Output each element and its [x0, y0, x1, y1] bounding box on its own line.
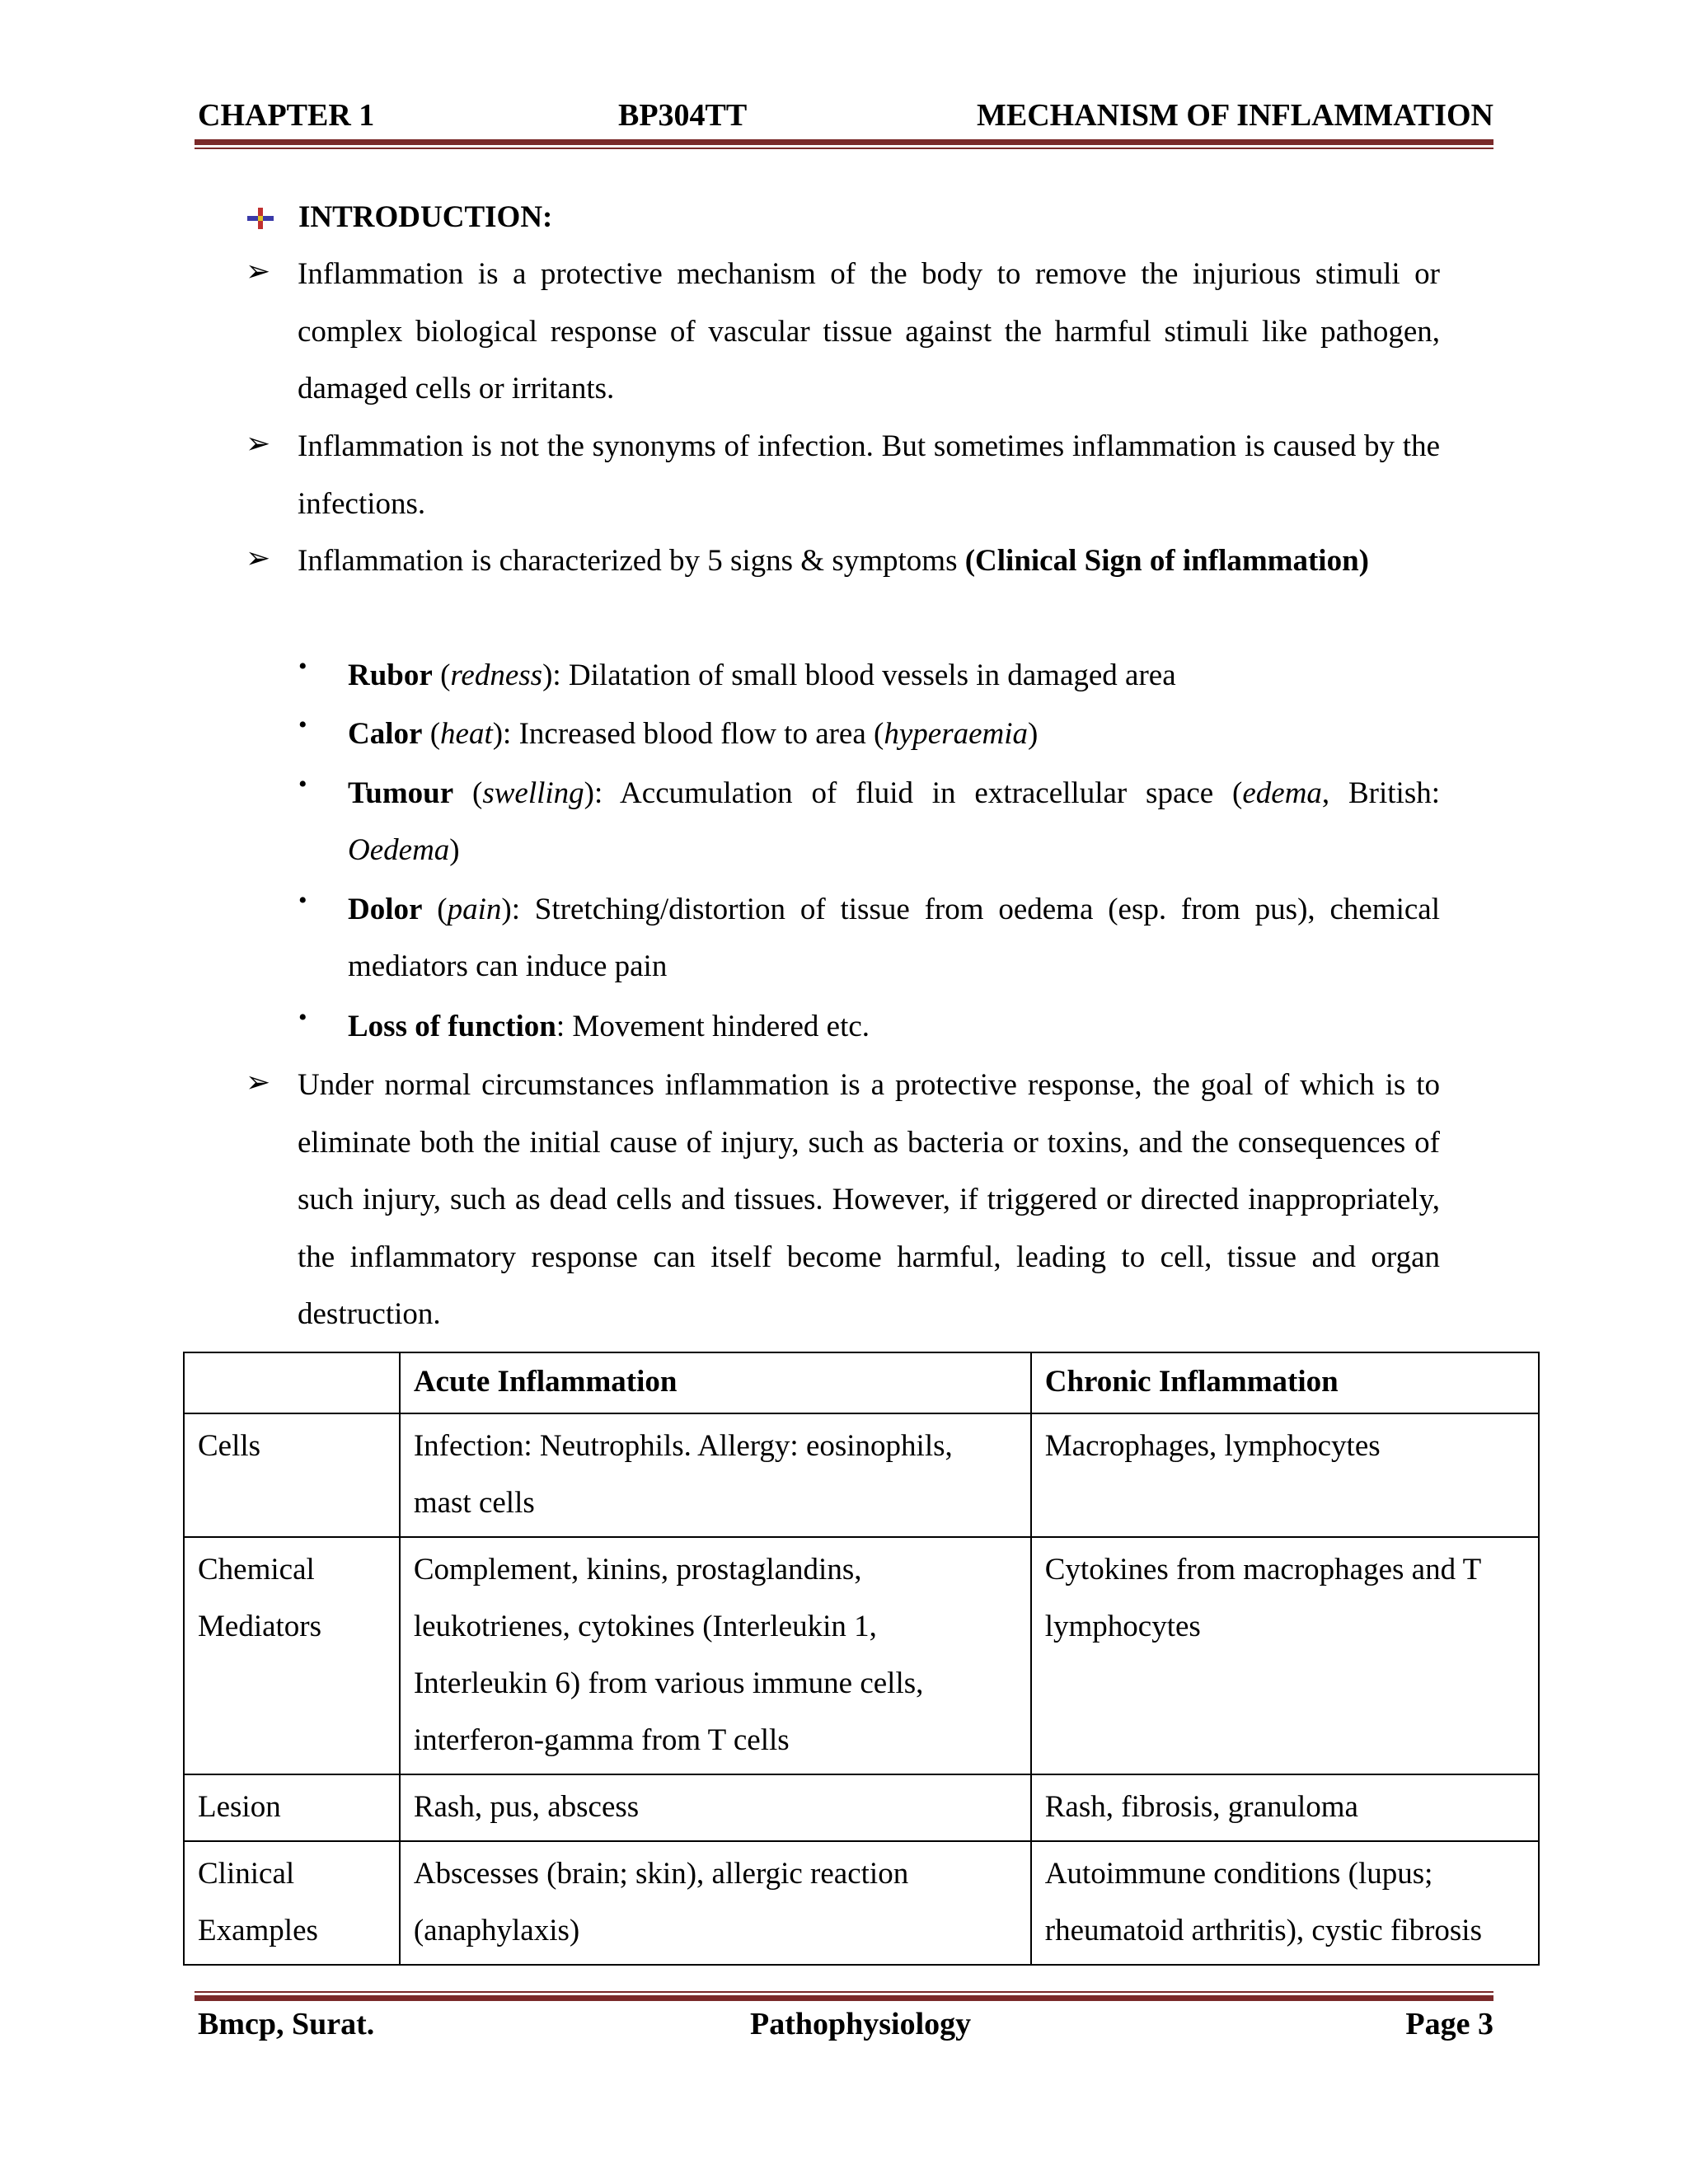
- acute-cell: Rash, pus, abscess: [400, 1774, 1031, 1841]
- arrow-bullet-icon: ➢: [246, 255, 271, 288]
- table-header-row: [184, 1352, 1539, 1413]
- table-header-cell: Acute Inflammation: [400, 1352, 1031, 1413]
- list-bullet-icon: •: [298, 653, 307, 680]
- chronic-cell: Macrophages, lymphocytes: [1031, 1413, 1539, 1537]
- chronic-cell: Cytokines from macrophages and T lymphocytes: [1031, 1537, 1539, 1774]
- heading-bullet-icon: [246, 206, 275, 231]
- arrow-bullet-icon: ➢: [246, 1066, 271, 1099]
- table-header-cell: [184, 1352, 400, 1413]
- list-bullet-icon: •: [298, 711, 307, 738]
- row-label: Clinical Examples: [184, 1841, 400, 1965]
- table-row: [184, 1413, 1539, 1537]
- header-rule: [195, 139, 1493, 149]
- intro-paragraph-4: Under normal circumstances inflammation is a protective response, the goal of which is to eliminate both the initial cause of injury, such as bacteria or toxins, and the consequences of such injury, such as dead cells and tissues. However, if triggered or directed inappropriately, the inflammatory response can itself become harmful, leading to cell, tissue and organ destruction.: [298, 1068, 1440, 1331]
- sign-calor: Calor (heat): Increased blood flow to area (hyperaemia): [348, 717, 1039, 751]
- sign-tumour: Tumour (swelling): Accumulation of fluid in extracellular space (edema, British: Oedema): [348, 776, 1440, 867]
- intro-paragraph-3: Inflammation is characterized by 5 signs & symptoms (Clinical Sign of inflammation): [298, 544, 1369, 578]
- list-bullet-icon: •: [298, 771, 307, 798]
- arrow-bullet-icon: ➢: [246, 427, 271, 460]
- intro-paragraph-1: Inflammation is a protective mechanism of the body to remove the injurious stimuli or complex biological response of vascular tissue against the harmful stimuli like pathogen, damaged cells or irritants.: [298, 257, 1440, 405]
- inflammation-comparison-table: [183, 1352, 1540, 1966]
- footer-rule: [195, 1991, 1493, 2001]
- list-bullet-icon: •: [298, 1004, 307, 1031]
- subject-label: Pathophysiology: [750, 2007, 972, 2041]
- chapter-label: CHAPTER 1: [198, 98, 375, 133]
- institution-label: Bmcp, Surat.: [198, 2007, 375, 2041]
- row-label: Chemical Mediators: [184, 1537, 400, 1774]
- table-row: [184, 1774, 1539, 1841]
- sign-dolor: Dolor (pain): Stretching/distortion of tissue from oedema (esp. from pus), chemical mediators can induce pain: [348, 893, 1440, 983]
- table-header-cell: Chronic Inflammation: [1031, 1352, 1539, 1413]
- table-row: [184, 1537, 1539, 1774]
- page-header: [198, 97, 1493, 138]
- intro-heading: INTRODUCTION:: [298, 200, 553, 234]
- table-row: [184, 1841, 1539, 1965]
- acute-cell: Abscesses (brain; skin), allergic reaction (anaphylaxis): [400, 1841, 1031, 1965]
- chronic-cell: Rash, fibrosis, granuloma: [1031, 1774, 1539, 1841]
- sign-rubor: Rubor (redness): Dilatation of small blood vessels in damaged area: [348, 658, 1176, 692]
- page-number: Page 3: [1405, 2007, 1493, 2041]
- sign-loss-of-function: Loss of function: Movement hindered etc.: [348, 1010, 870, 1043]
- page-footer: [198, 2006, 1493, 2047]
- intro-paragraph-2: Inflammation is not the synonyms of infection. But sometimes inflammation is caused by the infections.: [298, 429, 1440, 521]
- acute-cell: Infection: Neutrophils. Allergy: eosinophils, mast cells: [400, 1413, 1031, 1537]
- acute-cell: Complement, kinins, prostaglandins, leukotrienes, cytokines (Interleukin 1, Interleukin 6) from various immune cells, interferon-gamma from T cells: [400, 1537, 1031, 1774]
- list-bullet-icon: •: [298, 887, 307, 914]
- chapter-title: MECHANISM OF INFLAMMATION: [977, 98, 1493, 133]
- arrow-bullet-icon: ➢: [246, 541, 271, 574]
- chronic-cell: Autoimmune conditions (lupus; rheumatoid arthritis), cystic fibrosis: [1031, 1841, 1539, 1965]
- row-label: Lesion: [184, 1774, 400, 1841]
- course-code: BP304TT: [618, 98, 748, 133]
- row-label: Cells: [184, 1413, 400, 1537]
